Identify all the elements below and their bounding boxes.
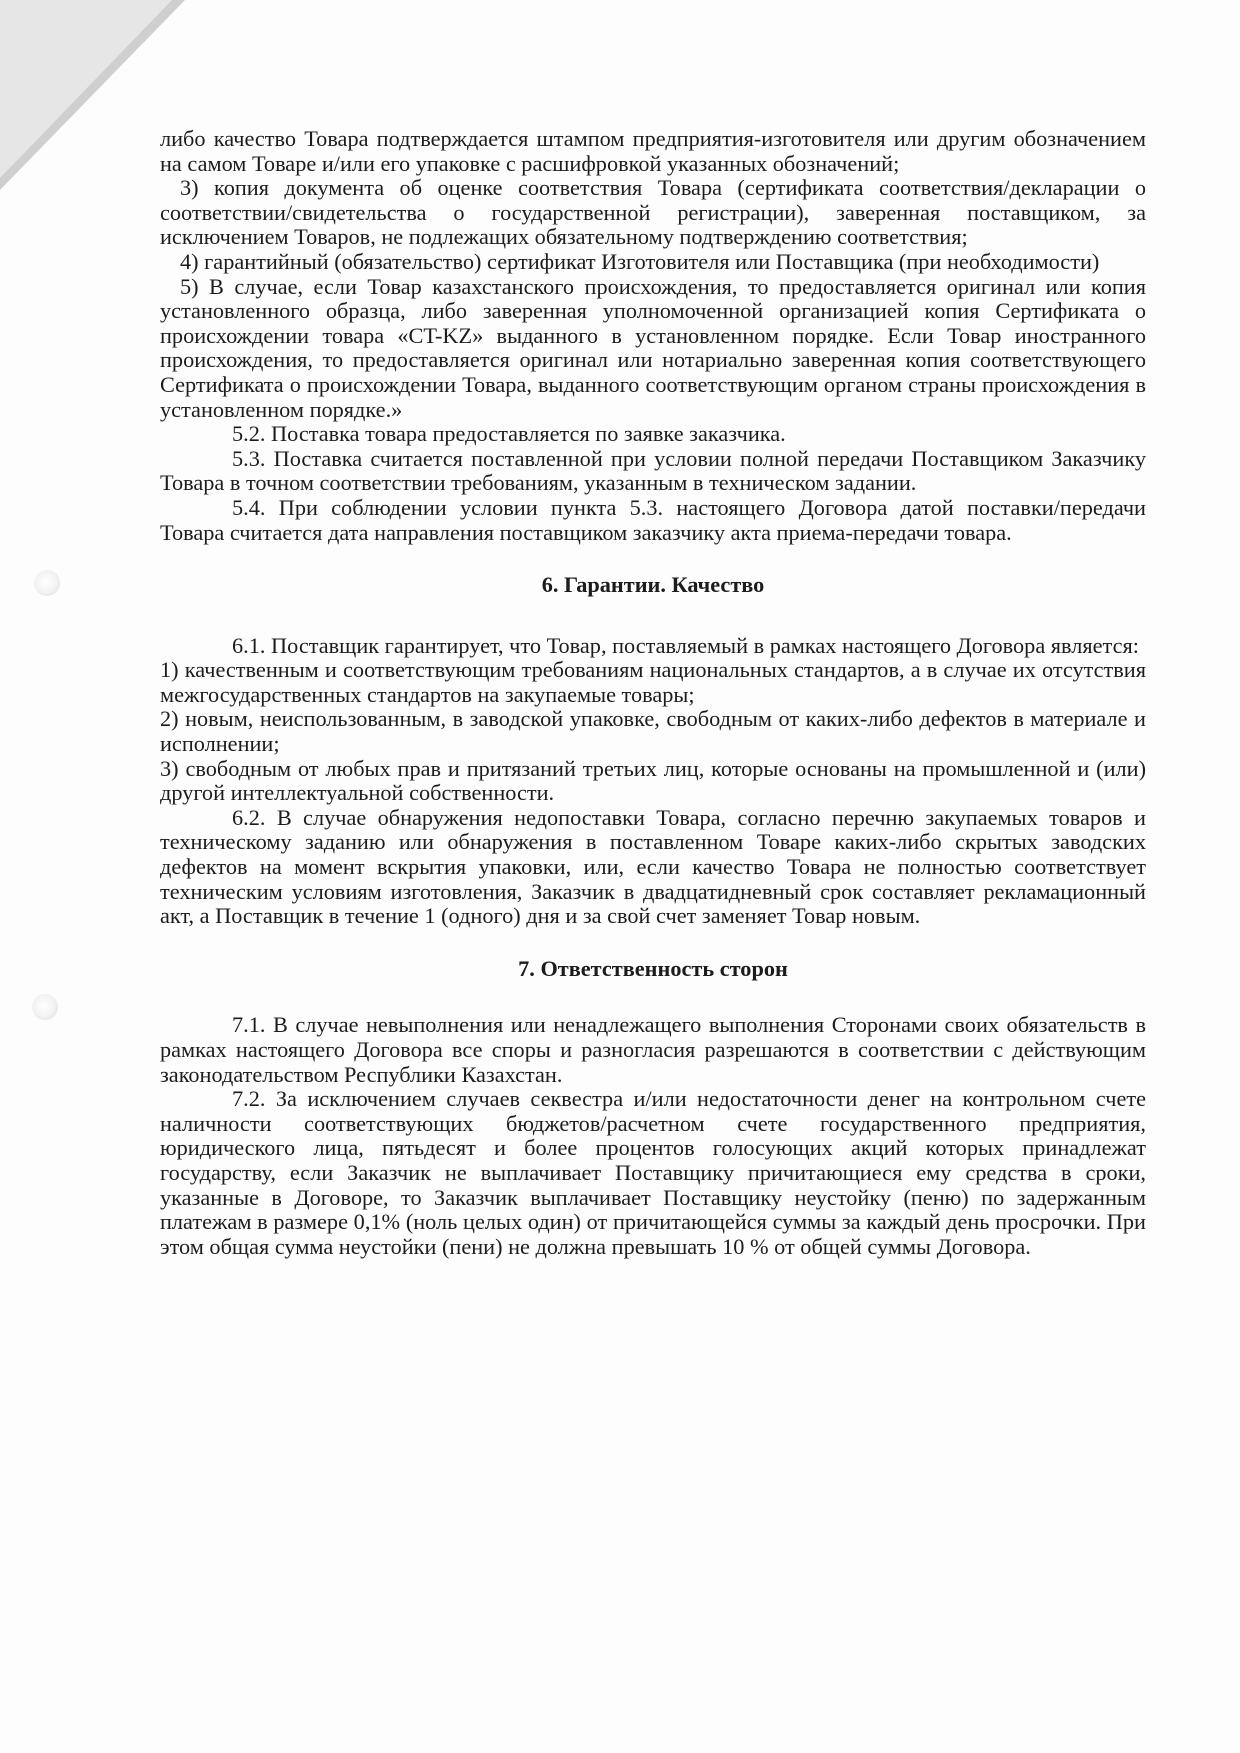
section-7-title: 7. Ответственность сторон xyxy=(518,955,788,981)
paragraph-5-2: 5.2. Поставка товара предоставляется по заявке заказчика. xyxy=(232,421,786,447)
paragraph-7-1: 7.1. В случае невыполнения или ненадлежащего выполнения Сторонами своих обязательств в рамках настоящего Договора все споры и разногласия разрешаются в соответствии с действующим законодательством Республики Казахстан. xyxy=(160,1012,1146,1087)
paragraph-5-3: 5.3. Поставка считается поставленной при условии полной передачи Поставщиком Заказчику Товара в точном соответствии требованиям, указанным в техническом задании. xyxy=(160,445,1146,496)
paragraph-item-4: 4) гарантийный (обязательство) сертификат Изготовителя или Поставщика (при необходимости) xyxy=(180,248,1100,274)
paragraph-6-1: 6.1. Поставщик гарантирует, что Товар, поставляемый в рамках настоящего Договора является: xyxy=(232,632,1139,658)
punch-hole-lower xyxy=(32,994,58,1020)
paragraph-5-4: 5.4. При соблюдении условии пункта 5.3. настоящего Договора датой поставки/передачи Товара считается дата направления поставщиком заказчику акта приема-передачи товара. xyxy=(160,494,1146,545)
paragraph-item-5: 5) В случае, если Товар казахстанского происхождения, то предоставляется оригинал или копия установленного образца, либо заверенная уполномоченной организацией копия Сертификата о происхождении товара «CT-KZ» выданного в установленном порядке. Если Товар иностранного происхождения, то предоставляется оригинал или нотариально заверенная копия соответствующего Сертификата о происхождении Товара, выданного соответствующим органом страны происхождения в установленном порядке.» xyxy=(160,273,1146,422)
punch-hole-upper xyxy=(34,570,60,596)
folded-corner-inner xyxy=(0,0,172,178)
paragraph-6-1-item-2: 2) новым, неиспользованным, в заводской упаковке, свободным от каких-либо дефектов в материале и исполнении; xyxy=(160,706,1146,757)
section-6-title: 6. Гарантии. Качество xyxy=(541,572,765,598)
paragraph-7-2: 7.2. За исключением случаев секвестра и/или недостаточности денег на контрольном счете наличности соответствующих бюджетов/расчетном счете государственного предприятия, юридического лица, пятьдесят и более процентов голосующих акций которых принадлежат государству, если Заказчик не выплачивает Поставщику причитающиеся ему средства в сроки, указанные в Договоре, то Заказчик выплачивает Поставщику неустойку (пеню) по задержанным платежам в размере 0,1% (ноль целых один) от причитающейся суммы за каждый день просрочки. При этом общая сумма неустойки (пени) не должна превышать 10 % от общей суммы Договора. xyxy=(160,1086,1146,1259)
paragraph-6-1-item-3: 3) свободным от любых прав и притязаний третьих лиц, которые основаны на промышленной и (или) другой интеллектуальной собственности. xyxy=(160,755,1146,806)
paragraph-item-3: 3) копия документа об оценке соответствия Товара (сертификата соответствия/декларации о соответствии/свидетельства о государственной регистрации), заверенная поставщиком, за исключением Товаров, не подлежащих обязательному подтверждению соответствия; xyxy=(160,175,1146,250)
paragraph-6-2: 6.2. В случае обнаружения недопоставки Товара, согласно перечню закупаемых товаров и техническому заданию или обнаружения в поставленном Товаре каких-либо скрытых заводских дефектов на момент вскрытия упаковки, или, если качество Товара не полностью соответствует техническим условиям изготовления, Заказчик в двадцатидневный срок составляет рекламационный акт, а Поставщик в течение 1 (одного) дня и за свой счет заменяет Товар новым. xyxy=(160,804,1146,929)
paragraph-continuation: либо качество Товара подтверждается штампом предприятия-изготовителя или другим обозначением на самом Товаре и/или его упаковке с расшифровкой указанных обозначений; xyxy=(160,126,1146,176)
paragraph-6-1-item-1: 1) качественным и соответствующим требованиям национальных стандартов, а в случае их отсутствия межгосударственных стандартов на закупаемые товары; xyxy=(160,657,1146,707)
document-body xyxy=(160,127,1146,1259)
